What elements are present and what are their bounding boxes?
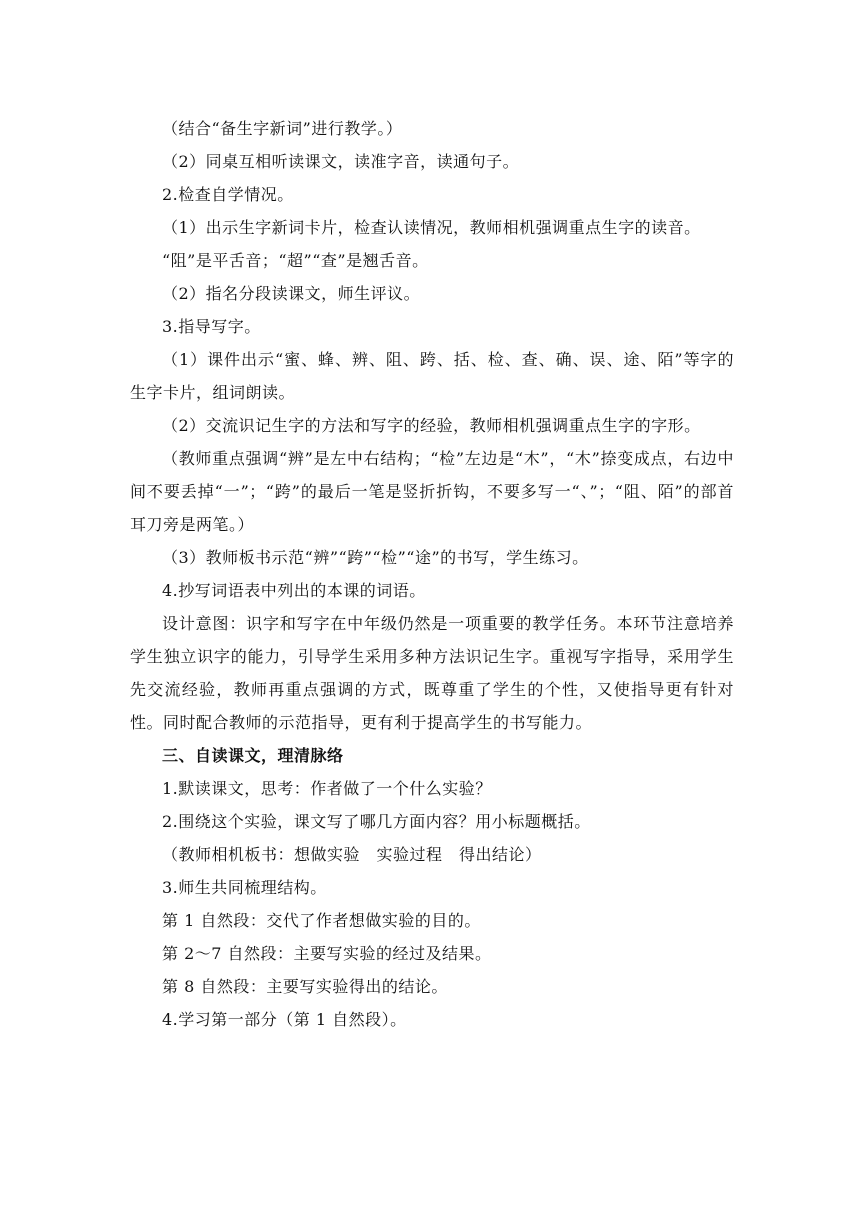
paragraph-board-demo: （3）教师板书示范“辨”“跨”“检”“途”的书写，学生练习。 xyxy=(162,548,589,567)
paragraph-exchange-methods: （2）交流识记生字的方法和写字的经验，教师相机强调重点生字的字形。 xyxy=(162,416,701,435)
paragraph-section-1: 第 1 自然段：交代了作者想做实验的目的。 xyxy=(162,911,481,930)
paragraph-step-2-pair-read: （2）同桌互相听读课文，读准字音，读通句子。 xyxy=(162,152,520,171)
paragraph-board-notes: （教师相机板书：想做实验 实验过程 得出结论） xyxy=(162,845,542,864)
document-body xyxy=(130,112,734,1036)
paragraph-guide-writing: 3.指导写字。 xyxy=(162,317,261,336)
paragraph-courseware-cards: （1）课件出示“蜜、蜂、辨、阻、跨、括、检、查、确、误、途、陌”等字的生字卡片，组词朗读。 xyxy=(130,350,734,402)
paragraph-pronunciation-note: “阻”是平舌音；“超”“查”是翘舌音。 xyxy=(162,251,429,270)
paragraph-content-aspects: 2.围绕这个实验，课文写了哪几方面内容？用小标题概括。 xyxy=(162,812,591,831)
paragraph-silent-read: 1.默读课文，思考：作者做了一个什么实验？ xyxy=(162,779,492,798)
paragraph-check-self-study: 2.检查自学情况。 xyxy=(162,185,294,204)
paragraph-show-cards: （1）出示生字新词卡片，检查认读情况，教师相机强调重点生字的读音。 xyxy=(162,218,701,237)
paragraph-learn-part-one: 4.学习第一部分（第 1 自然段）。 xyxy=(162,1010,407,1029)
paragraph-section-2-7: 第 2～7 自然段：主要写实验的经过及结果。 xyxy=(162,944,492,963)
paragraph-note-combine: （结合“备生字新词”进行教学。） xyxy=(162,119,403,138)
paragraph-read-by-section: （2）指名分段读课文，师生评议。 xyxy=(162,284,421,303)
section-heading-self-read: 三、自读课文，理清脉络 xyxy=(162,746,344,765)
paragraph-section-8: 第 8 自然段：主要写实验得出的结论。 xyxy=(162,977,448,996)
paragraph-copy-words: 4.抄写词语表中列出的本课的词语。 xyxy=(162,581,426,600)
paragraph-sort-structure: 3.师生共同梳理结构。 xyxy=(162,878,327,897)
paragraph-design-intent: 设计意图：识字和写字在中年级仍然是一项重要的教学任务。本环节注意培养学生独立识字的能力，引导学生采用多种方法识记生字。重视写字指导，采用学生先交流经验，教师再重点强调的方式，既尊重了学生的个性，又使指导更有针对性。同时配合教师的示范指导，更有利于提高学生的书写能力。 xyxy=(130,614,734,732)
paragraph-teacher-emphasis: （教师重点强调“辨”是左中右结构；“检”左边是“木”，“木”捺变成点，右边中间不要丢掉“一”；“跨”的最后一笔是竖折折钩，不要多写一“、”；“阻、陌”的部首耳刀旁是两笔。） xyxy=(130,449,734,534)
